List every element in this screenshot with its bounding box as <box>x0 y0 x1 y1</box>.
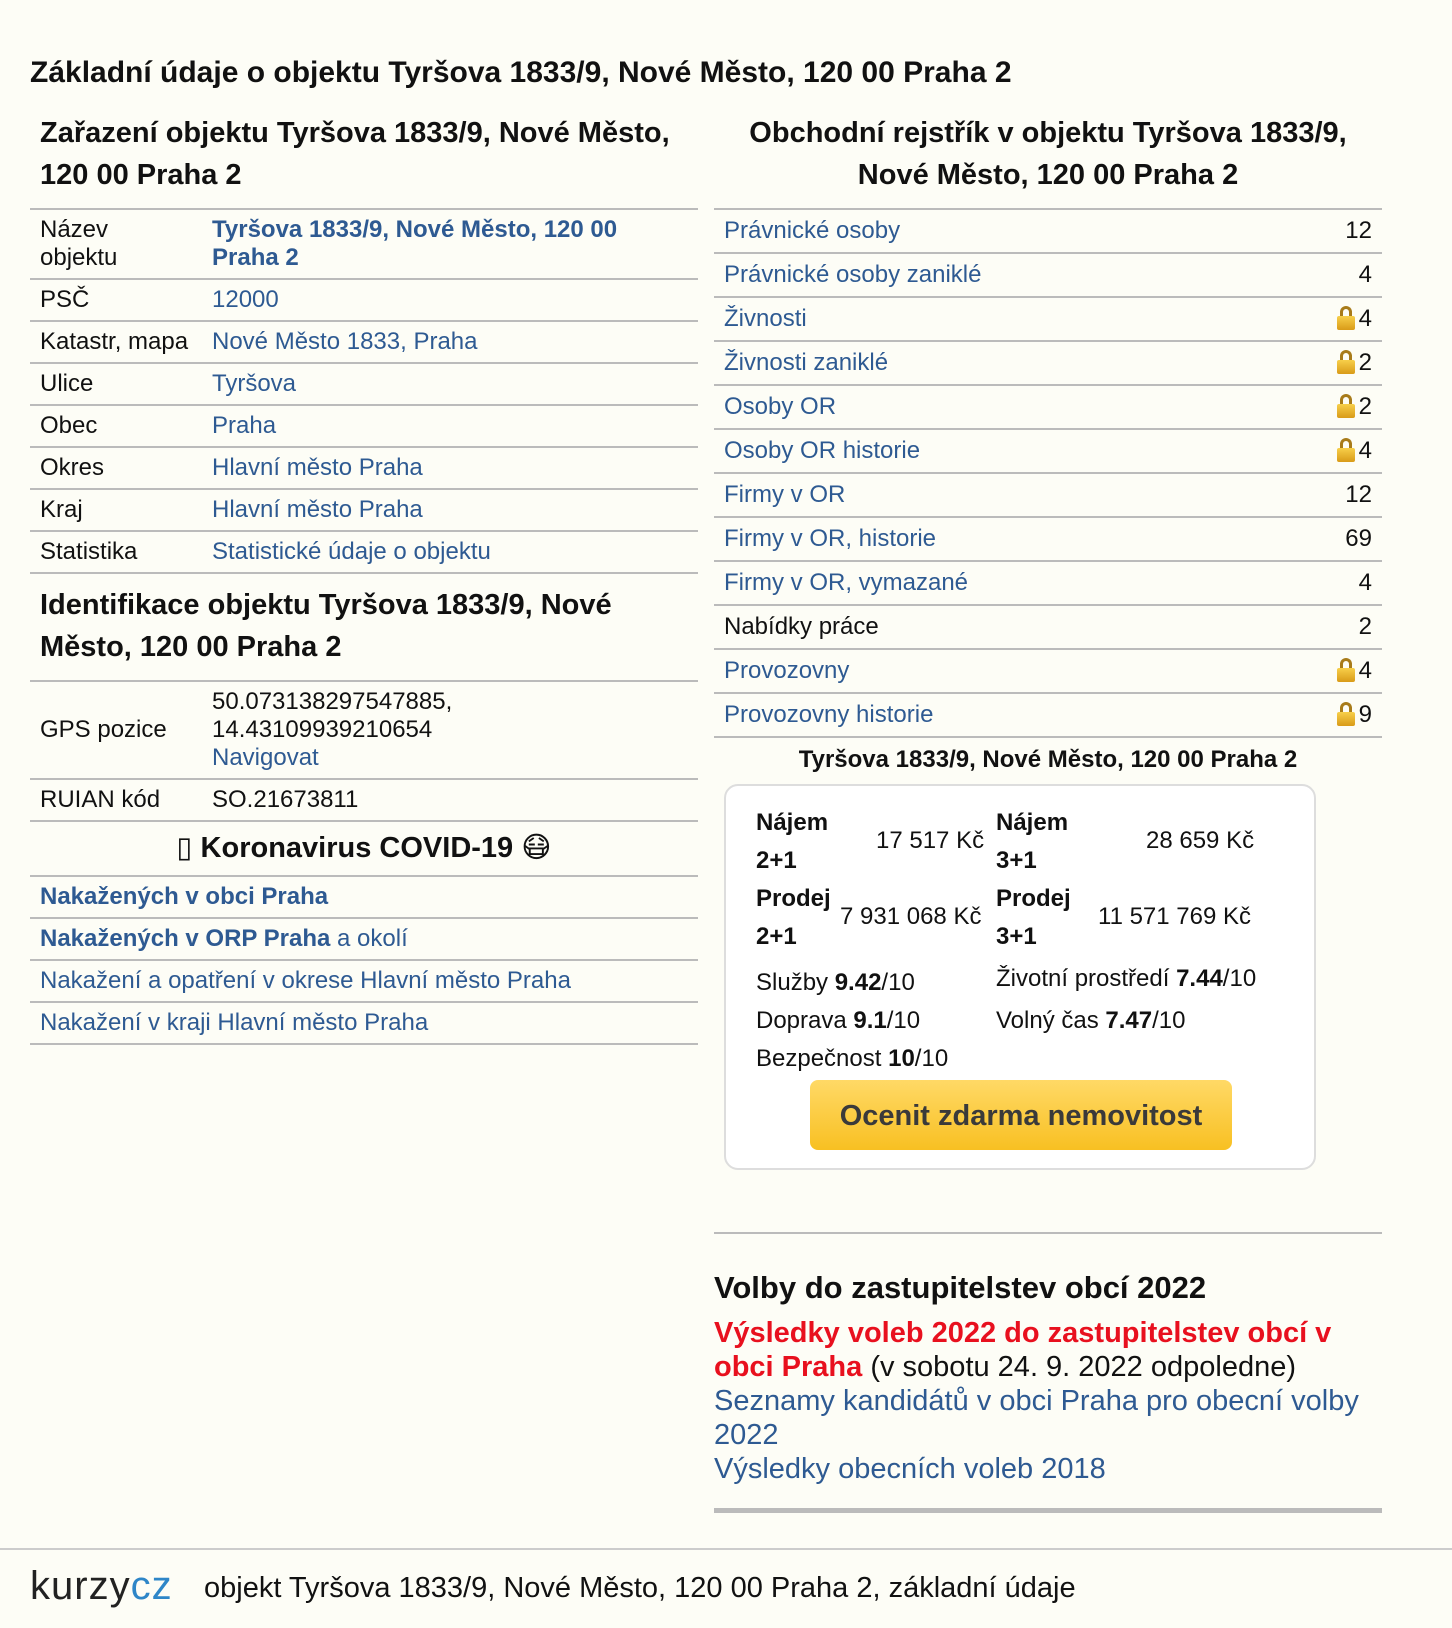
count: 12 <box>1271 473 1382 517</box>
sluzby-score: Služby 9.42/10 <box>756 969 915 996</box>
count-locked: 4 <box>1271 429 1382 473</box>
ocenit-nemovitost-button[interactable]: Ocenit zdarma nemovitost <box>810 1080 1232 1150</box>
table-row <box>30 209 698 279</box>
najem-21-value: 17 517 Kč <box>876 827 985 854</box>
table-row <box>30 531 698 573</box>
covid-okres-link[interactable]: Nakažení a opatření v okrese Hlavní město Praha <box>30 961 698 1003</box>
row-key: Kraj <box>30 489 202 531</box>
table-row <box>714 209 1382 253</box>
table-row <box>30 363 698 405</box>
count-locked: 9 <box>1271 693 1382 737</box>
provozovny-link[interactable]: Provozovny <box>714 649 1271 693</box>
osoby-or-historie-link[interactable]: Osoby OR historie <box>714 429 1271 473</box>
row-key: Okres <box>30 447 202 489</box>
volby-2018-link[interactable]: Výsledky obecních voleb 2018 <box>714 1453 1106 1485</box>
pravnicke-osoby-link[interactable]: Právnické osoby <box>714 209 1271 253</box>
kraj-link[interactable]: Hlavní město Praha <box>202 489 698 531</box>
object-name-link[interactable]: Tyršova 1833/9, Nové Město, 120 00 Praha 2 <box>202 209 698 279</box>
katastr-link[interactable]: Nové Město 1833, Praha <box>202 321 698 363</box>
doprava-score: Doprava 9.1/10 <box>756 1007 921 1034</box>
table-row <box>30 681 698 779</box>
covid-title: ▯ Koronavirus COVID-19 😷 <box>30 822 698 877</box>
zivotni-prostredi-score: Životní prostředí 7.44/10 <box>996 965 1257 992</box>
table-row <box>714 473 1382 517</box>
obec-link[interactable]: Praha <box>202 405 698 447</box>
row-key: Ulice <box>30 363 202 405</box>
footer <box>0 1548 1452 1628</box>
row-key: Název objektu <box>30 209 202 279</box>
count-locked: 4 <box>1271 297 1382 341</box>
gps-value <box>202 681 698 779</box>
row-key: Statistika <box>30 531 202 573</box>
table-row <box>714 429 1382 473</box>
zivnosti-link[interactable]: Živnosti <box>714 297 1271 341</box>
row-key: Katastr, mapa <box>30 321 202 363</box>
volby-results-note: (v sobotu 24. 9. 2022 odpoledne) <box>862 1351 1296 1383</box>
prodej-21-value: 7 931 068 Kč <box>840 903 982 930</box>
bezpecnost-score: Bezpečnost 10/10 <box>756 1045 949 1072</box>
table-row <box>714 693 1382 737</box>
kandidati-link[interactable]: Seznamy kandidátů v obci Praha pro obecní volby 2022 <box>714 1385 1359 1451</box>
count: 12 <box>1271 209 1382 253</box>
table-row <box>30 779 698 821</box>
table-row <box>714 605 1382 649</box>
zivnosti-zanikle-link[interactable]: Živnosti zaniklé <box>714 341 1271 385</box>
count: 69 <box>1271 517 1382 561</box>
table-row <box>30 279 698 321</box>
count: 4 <box>1271 561 1382 605</box>
right-column <box>714 108 1382 1170</box>
covid-obec-link[interactable]: Nakažených v obci Praha <box>30 877 698 919</box>
pravnicke-osoby-zanikle-link[interactable]: Právnické osoby zaniklé <box>714 253 1271 297</box>
table-row <box>30 489 698 531</box>
rejstrik-heading: Obchodní rejstřík v objektu Tyršova 1833/9, Nové Město, 120 00 Praha 2 <box>749 117 1347 191</box>
price-box <box>724 784 1316 1170</box>
table-row <box>714 517 1382 561</box>
count-locked: 2 <box>1271 341 1382 385</box>
navigate-link[interactable]: Navigovat <box>212 744 319 771</box>
firmy-or-historie-link[interactable]: Firmy v OR, historie <box>714 517 1271 561</box>
firmy-or-vymazane-link[interactable]: Firmy v OR, vymazané <box>714 561 1271 605</box>
volby-2022-results-link[interactable]: Výsledky voleb 2022 do zastupitelstev obcí v obci Praha <box>714 1317 1332 1383</box>
prodej-31-label: Prodej 3+1 <box>996 885 1071 950</box>
table-row <box>30 405 698 447</box>
psc-link[interactable]: 12000 <box>202 279 698 321</box>
table-row <box>714 561 1382 605</box>
row-key: GPS pozice <box>30 681 202 779</box>
divider <box>714 1232 1382 1234</box>
okres-link[interactable]: Hlavní město Praha <box>202 447 698 489</box>
volny-cas-score: Volný čas 7.47/10 <box>996 1007 1186 1034</box>
table-row <box>714 385 1382 429</box>
ruian-value: SO.21673811 <box>202 779 698 821</box>
count: 2 <box>1271 605 1382 649</box>
divider <box>714 1508 1382 1513</box>
covid-orp-link[interactable]: Nakažených v ORP Praha a okolí <box>30 919 698 961</box>
nabidky-prace-label: Nabídky práce <box>714 605 1271 649</box>
osoby-or-link[interactable]: Osoby OR <box>714 385 1271 429</box>
najem-21-label: Nájem 2+1 <box>756 809 829 874</box>
row-key: Obec <box>30 405 202 447</box>
identifikace-heading: Identifikace objektu Tyršova 1833/9, Nové Město, 120 00 Praha 2 <box>40 589 612 663</box>
gps-lat: 50.073138297547885, <box>212 688 453 715</box>
count-locked: 4 <box>1271 649 1382 693</box>
footer-text: objekt Tyršova 1833/9, Nové Město, 120 00 Praha 2, základní údaje <box>204 1572 1076 1604</box>
gps-lon: 14.43109939210654 <box>212 716 433 743</box>
volby-results-paragraph <box>714 1316 1382 1384</box>
lock-icon <box>1337 350 1355 374</box>
najem-31-label: Nájem 3+1 <box>996 809 1069 874</box>
count-locked: 2 <box>1271 385 1382 429</box>
row-key: PSČ <box>30 279 202 321</box>
row-key: RUIAN kód <box>30 779 202 821</box>
provozovny-historie-link[interactable]: Provozovny historie <box>714 693 1271 737</box>
statistika-link[interactable]: Statistické údaje o objektu <box>202 531 698 573</box>
lock-icon <box>1337 658 1355 682</box>
table-row <box>714 297 1382 341</box>
najem-31-value: 28 659 Kč <box>1146 827 1255 854</box>
count: 4 <box>1271 253 1382 297</box>
kurzy-logo[interactable]: kurzycz <box>30 1564 173 1608</box>
firmy-or-link[interactable]: Firmy v OR <box>714 473 1271 517</box>
identifikace-table <box>30 680 698 822</box>
rejstrik-table <box>714 208 1382 738</box>
lock-icon <box>1337 306 1355 330</box>
lock-icon <box>1337 702 1355 726</box>
zarazeni-heading: Zařazení objektu Tyršova 1833/9, Nové Město, 120 00 Praha 2 <box>40 117 670 191</box>
table-row <box>714 649 1382 693</box>
volby-section <box>714 1270 1382 1486</box>
table-row <box>30 447 698 489</box>
price-address: Tyršova 1833/9, Nové Město, 120 00 Praha 2 <box>798 746 1298 773</box>
covid-kraj-link[interactable]: Nakažení v kraji Hlavní město Praha <box>30 1003 698 1045</box>
ulice-link[interactable]: Tyršova <box>202 363 698 405</box>
prodej-31-value: 11 571 769 Kč <box>1098 903 1252 930</box>
table-row <box>30 321 698 363</box>
lock-icon <box>1337 394 1355 418</box>
prodej-21-label: Prodej 2+1 <box>756 885 831 950</box>
volby-heading: Volby do zastupitelstev obcí 2022 <box>714 1270 1207 1305</box>
left-column <box>30 108 698 1045</box>
table-row <box>714 253 1382 297</box>
lock-icon <box>1337 438 1355 462</box>
zarazeni-table <box>30 208 698 574</box>
page-title: Základní údaje o objektu Tyršova 1833/9, Nové Město, 120 00 Praha 2 <box>30 56 1012 89</box>
table-row <box>714 341 1382 385</box>
